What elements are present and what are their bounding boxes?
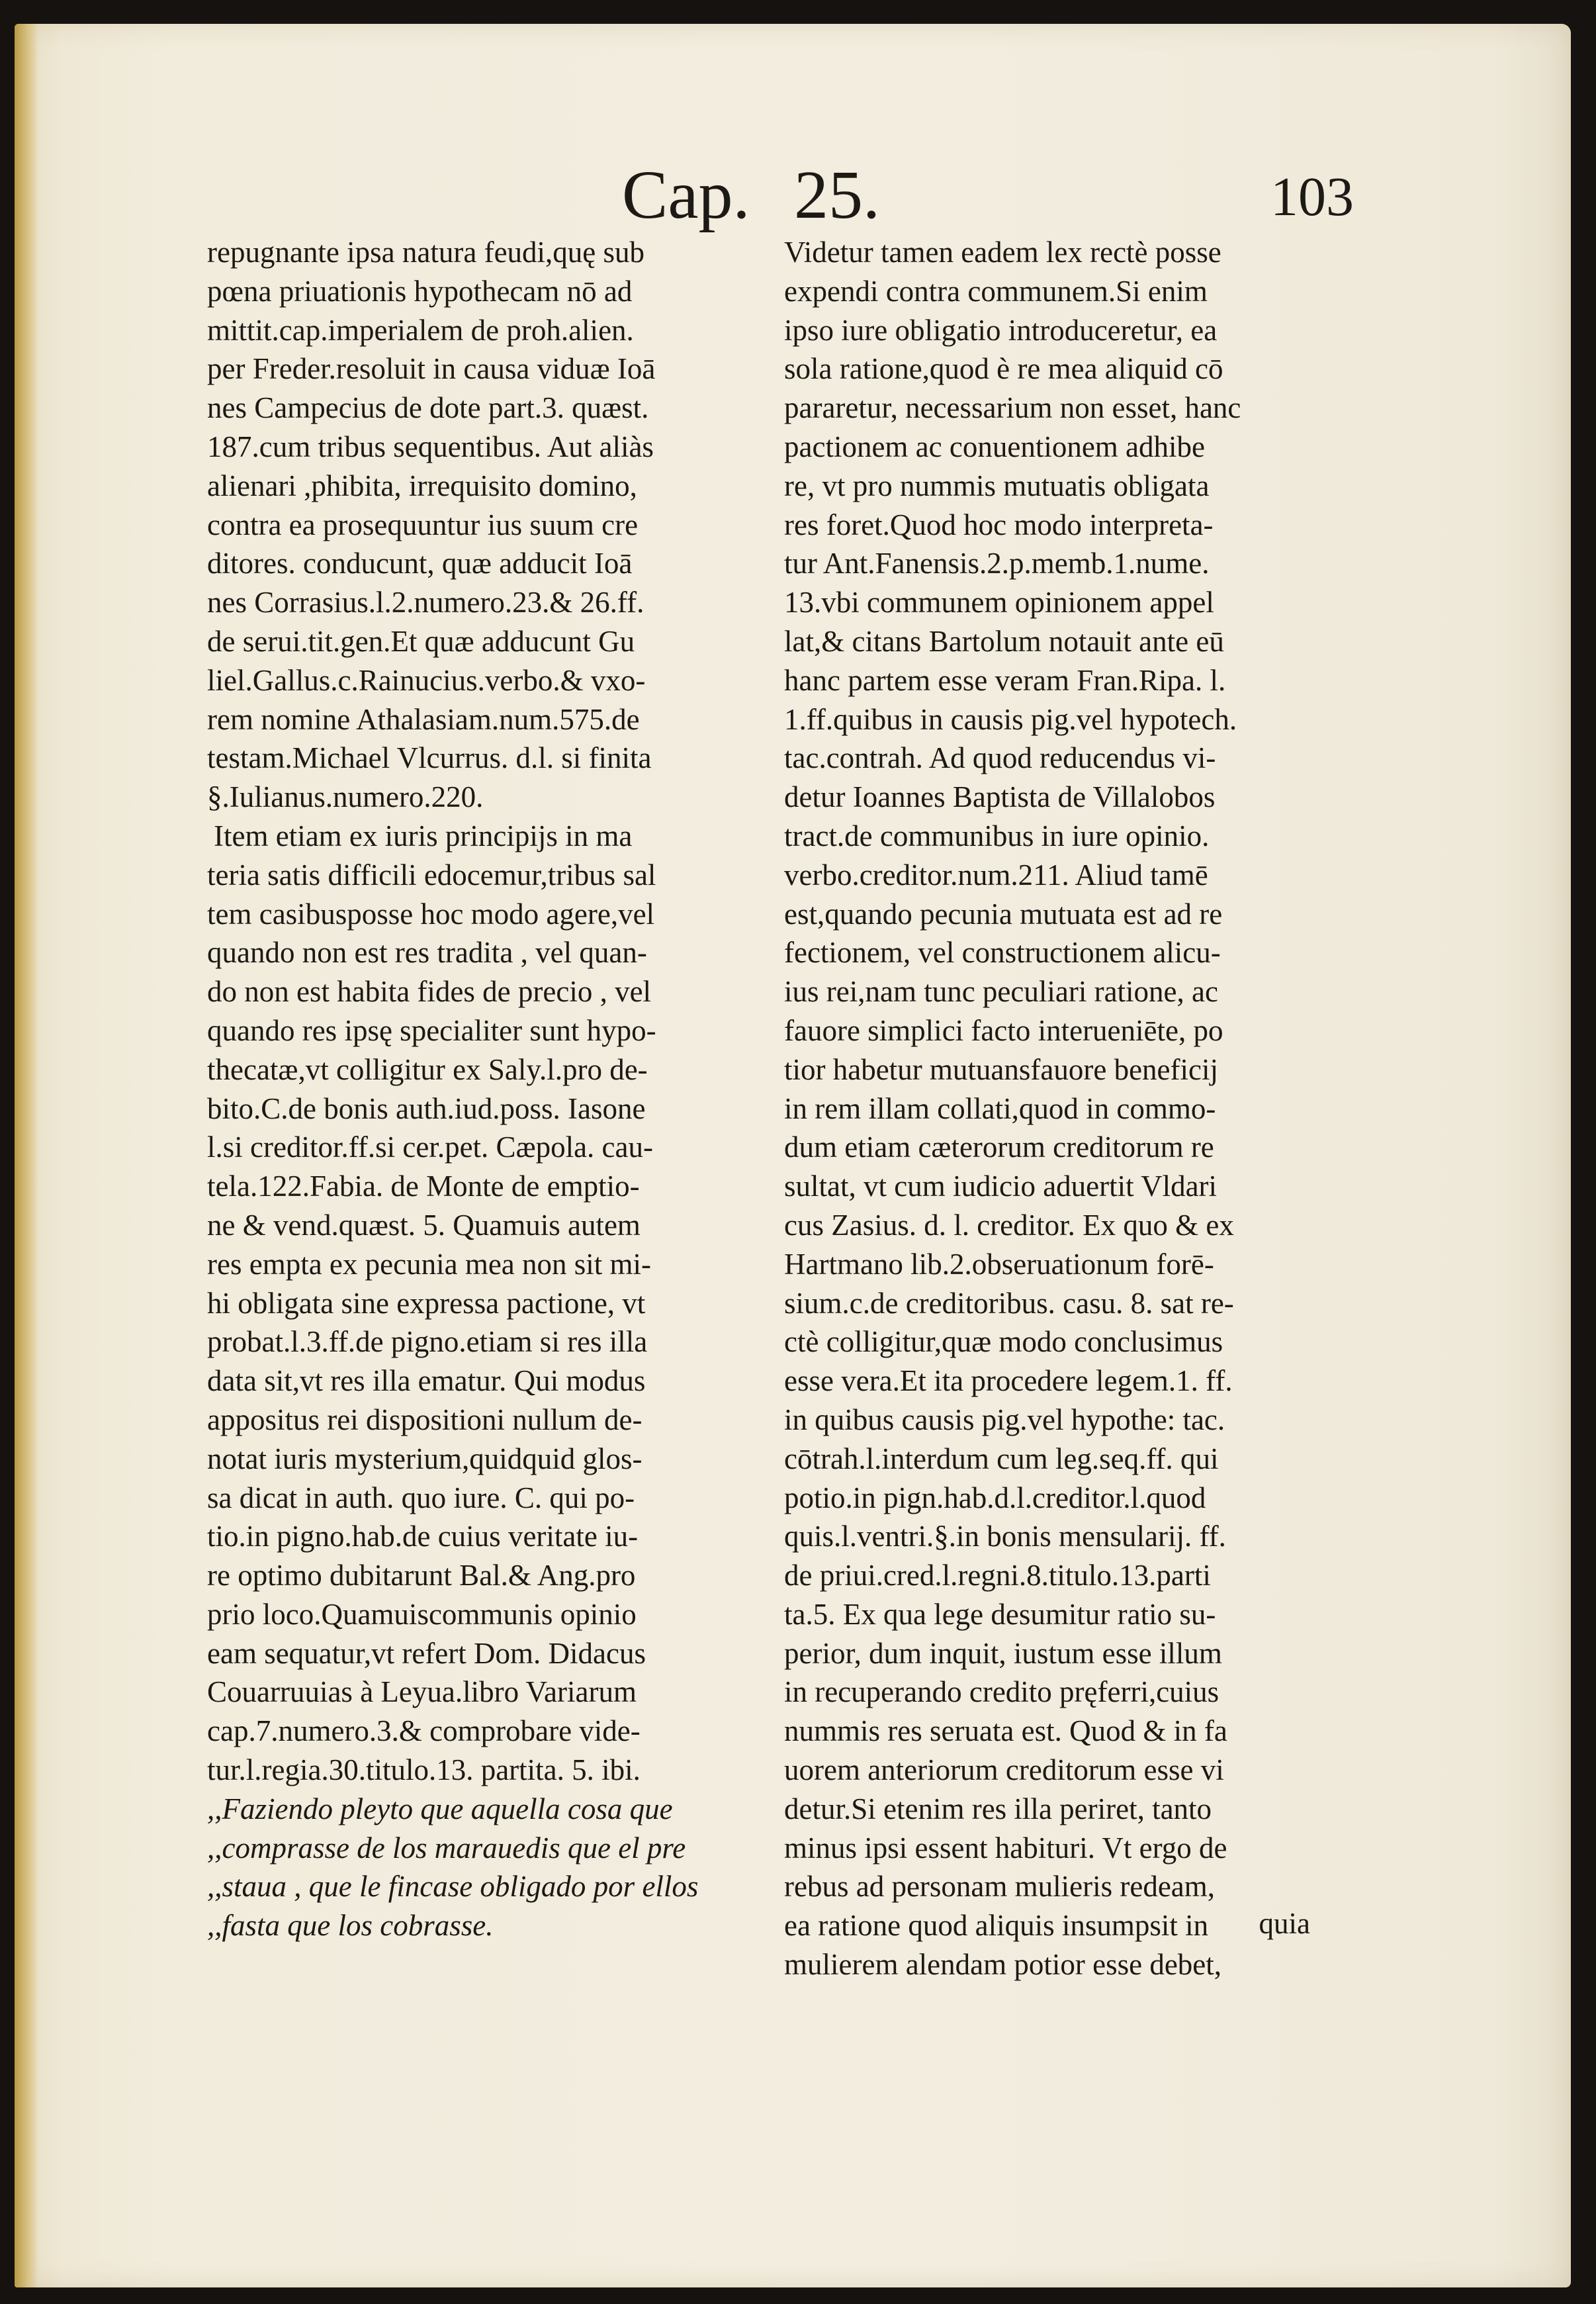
text-line: hi obligata sine expressa pactione, vt: [207, 1286, 646, 1320]
text-line: res empta ex pecunia mea non sit mi-: [207, 1247, 652, 1281]
catchword: quia: [1259, 1907, 1310, 1940]
text-line: 187.cum tribus sequentibus. Aut aliàs: [207, 430, 654, 463]
text-line: per Freder.resoluit in causa viduæ Ioā: [207, 352, 656, 386]
text-line: tela.122.Fabia. de Monte de emptio-: [207, 1170, 640, 1203]
text-line: de priui.cred.l.regni.8.titulo.13.parti: [784, 1559, 1211, 1592]
text-line: lat,& citans Bartolum notauit ante eū: [784, 624, 1224, 658]
text-line: 13.vbi communem opinionem appel: [784, 586, 1214, 620]
text-line: repugnante ipsa natura feudi,quę sub: [207, 236, 645, 269]
text-line: appositus rei dispositioni nullum de-: [207, 1403, 643, 1436]
text-line: detur.Si etenim res illa periret, tanto: [784, 1792, 1212, 1825]
chapter-number: 25.: [794, 157, 880, 233]
text-line: l.si creditor.ff.si cer.pet. Cæpola. cau-: [207, 1130, 653, 1164]
text-line: data sit,vt res illa ematur. Qui modus: [207, 1364, 646, 1398]
text-line: ta.5. Ex qua lege desumitur ratio su-: [784, 1597, 1216, 1631]
text-line: perior, dum inquit, iustum esse illum: [784, 1636, 1222, 1670]
text-line: in rem illam collati,quod in commo-: [784, 1091, 1216, 1125]
text-line: expendi contra communem.Si enim: [784, 274, 1208, 308]
text-line: nummis res seruata est. Quod & in fa: [784, 1714, 1227, 1748]
text-line: thecatæ,vt colligitur ex Saly.l.pro de-: [207, 1052, 648, 1086]
text-line: esse vera.Et ita procedere legem.1. ff.: [784, 1364, 1233, 1398]
text-line: rebus ad personam mulieris redeam,: [784, 1870, 1216, 1904]
text-line: tem casibusposse hoc modo agere,vel: [207, 897, 655, 931]
text-line: fectionem, vel constructionem alicu-: [784, 936, 1221, 970]
text-line: detur Ioannes Baptista de Villalobos: [784, 780, 1216, 814]
text-line: pararetur, necessarium non esset, hanc: [784, 391, 1241, 425]
text-line: liel.Gallus.c.Rainucius.verbo.& vxo-: [207, 663, 646, 697]
left-text-column: [207, 233, 770, 1945]
text-line: ,,staua , que le fincase obligado por ellos: [207, 1870, 699, 1904]
text-line: ditores. conducunt, quæ adducit Ioā: [207, 547, 633, 580]
text-line: potio.in pign.hab.d.l.creditor.l.quod: [784, 1481, 1206, 1514]
text-line: prio loco.Quamuiscommunis opinio: [207, 1597, 637, 1631]
text-line: tur Ant.Fanensis.2.p.memb.1.nume.: [784, 547, 1210, 580]
text-line: quando non est res tradita , vel quan-: [207, 936, 647, 970]
right-text-column: [784, 233, 1307, 1984]
text-line: quis.l.ventri.§.in bonis mensularij. ff.: [784, 1520, 1226, 1553]
text-line: bito.C.de bonis auth.iud.poss. Iasone: [207, 1091, 646, 1125]
text-line: dum etiam cæterorum creditorum re: [784, 1130, 1214, 1164]
text-line: tur.l.regia.30.titulo.13. partita. 5. ibi.: [207, 1753, 641, 1787]
text-line: cōtrah.l.interdum cum leg.seq.ff. qui: [784, 1442, 1219, 1475]
text-line: probat.l.3.ff.de pigno.etiam si res illa: [207, 1325, 648, 1359]
text-line: in quibus causis pig.vel hypothe: tac.: [784, 1403, 1225, 1436]
text-line: verbo.creditor.num.211. Aliud tamē: [784, 858, 1208, 892]
text-line: nes Campecius de dote part.3. quæst.: [207, 391, 649, 425]
text-line: re optimo dubitarunt Bal.& Ang.pro: [207, 1559, 636, 1592]
text-line: teria satis difficili edocemur,tribus sal: [207, 858, 656, 892]
text-line: hanc partem esse veram Fran.Ripa. l.: [784, 663, 1226, 697]
text-line: sium.c.de creditoribus. casu. 8. sat re-: [784, 1286, 1234, 1320]
text-line: mittit.cap.imperialem de proh.alien.: [207, 313, 634, 347]
text-line: 1.ff.quibus in causis pig.vel hypotech.: [784, 702, 1237, 736]
text-line: tior habetur mutuansfauore beneficij: [784, 1052, 1218, 1086]
text-line: Couarruuias à Leyua.libro Variarum: [207, 1675, 637, 1709]
text-line: alienari ,phibita, irrequisito domino,: [207, 469, 637, 502]
text-line: tio.in pigno.hab.de cuius veritate iu-: [207, 1520, 639, 1553]
text-line: fauore simplici facto interueniēte, po: [784, 1013, 1223, 1047]
text-line: rem nomine Athalasiam.num.575.de: [207, 702, 640, 736]
text-line: ius rei,nam tunc peculiari ratione, ac: [784, 975, 1218, 1009]
text-line: sa dicat in auth. quo iure. C. qui po-: [207, 1481, 635, 1514]
text-line: mulierem alendam potior esse debet,: [784, 1948, 1222, 1982]
page-number: 103: [1270, 166, 1354, 228]
text-line: Videtur tamen eadem lex rectè posse: [784, 236, 1221, 269]
text-line: contra ea prosequuntur ius suum cre: [207, 508, 639, 541]
chapter-label: Cap.: [622, 157, 750, 233]
text-line: ,,Faziendo pleyto que aquella cosa que: [207, 1792, 673, 1825]
text-line: re, vt pro nummis mutuatis obligata: [784, 469, 1210, 502]
text-line: testam.Michael Vlcurrus. d.l. si finita: [207, 741, 652, 775]
text-line: quando res ipsę specialiter sunt hypo-: [207, 1013, 656, 1047]
text-line: est,quando pecunia mutuata est ad re: [784, 897, 1223, 931]
text-line: minus ipsi essent habituri. Vt ergo de: [784, 1831, 1227, 1865]
gutter-stain: [15, 24, 38, 2287]
text-line: sultat, vt cum iudicio aduertit Vldari: [784, 1170, 1218, 1203]
text-line: notat iuris mysterium,quidquid glos-: [207, 1442, 643, 1475]
text-line: in recuperando credito pręferri,cuius: [784, 1675, 1219, 1709]
text-line: ctè colligitur,quæ modo conclusimus: [784, 1325, 1223, 1359]
text-line: ,,fasta que los cobrasse.: [207, 1909, 494, 1943]
text-line: eam sequatur,vt refert Dom. Didacus: [207, 1636, 646, 1670]
text-line: ,,comprasse de los marauedis que el pre: [207, 1831, 686, 1865]
text-line: nes Corrasius.l.2.numero.23.& 26.ff.: [207, 586, 644, 620]
text-line: ea ratione quod aliquis insumpsit in: [784, 1909, 1209, 1943]
text-line: Hartmano lib.2.obseruationum forē-: [784, 1247, 1214, 1281]
text-line: cus Zasius. d. l. creditor. Ex quo & ex: [784, 1208, 1234, 1242]
text-line: do non est habita fides de precio , vel: [207, 975, 652, 1009]
text-line: sola ratione,quod è re mea aliquid cō: [784, 352, 1223, 386]
text-line: pactionem ac conuentionem adhibe: [784, 430, 1205, 463]
text-line: ne & vend.quæst. 5. Quamuis autem: [207, 1208, 641, 1242]
text-line: uorem anteriorum creditorum esse vi: [784, 1753, 1224, 1787]
text-line: §.Iulianus.numero.220.: [207, 780, 484, 814]
text-line: Item etiam ex iuris principijs in ma: [214, 819, 633, 852]
text-line: tract.de communibus in iure opinio.: [784, 819, 1210, 852]
text-line: pœna priuationis hypothecam nō ad: [207, 274, 633, 308]
text-line: de serui.tit.gen.Et quæ adducunt Gu: [207, 624, 635, 658]
text-line: tac.contrah. Ad quod reducendus vi-: [784, 741, 1216, 775]
running-head: [596, 156, 1354, 233]
text-line: cap.7.numero.3.& comprobare vide-: [207, 1714, 641, 1748]
text-line: res foret.Quod hoc modo interpreta-: [784, 508, 1214, 541]
text-line: ipso iure obligatio introduceretur, ea: [784, 313, 1218, 347]
